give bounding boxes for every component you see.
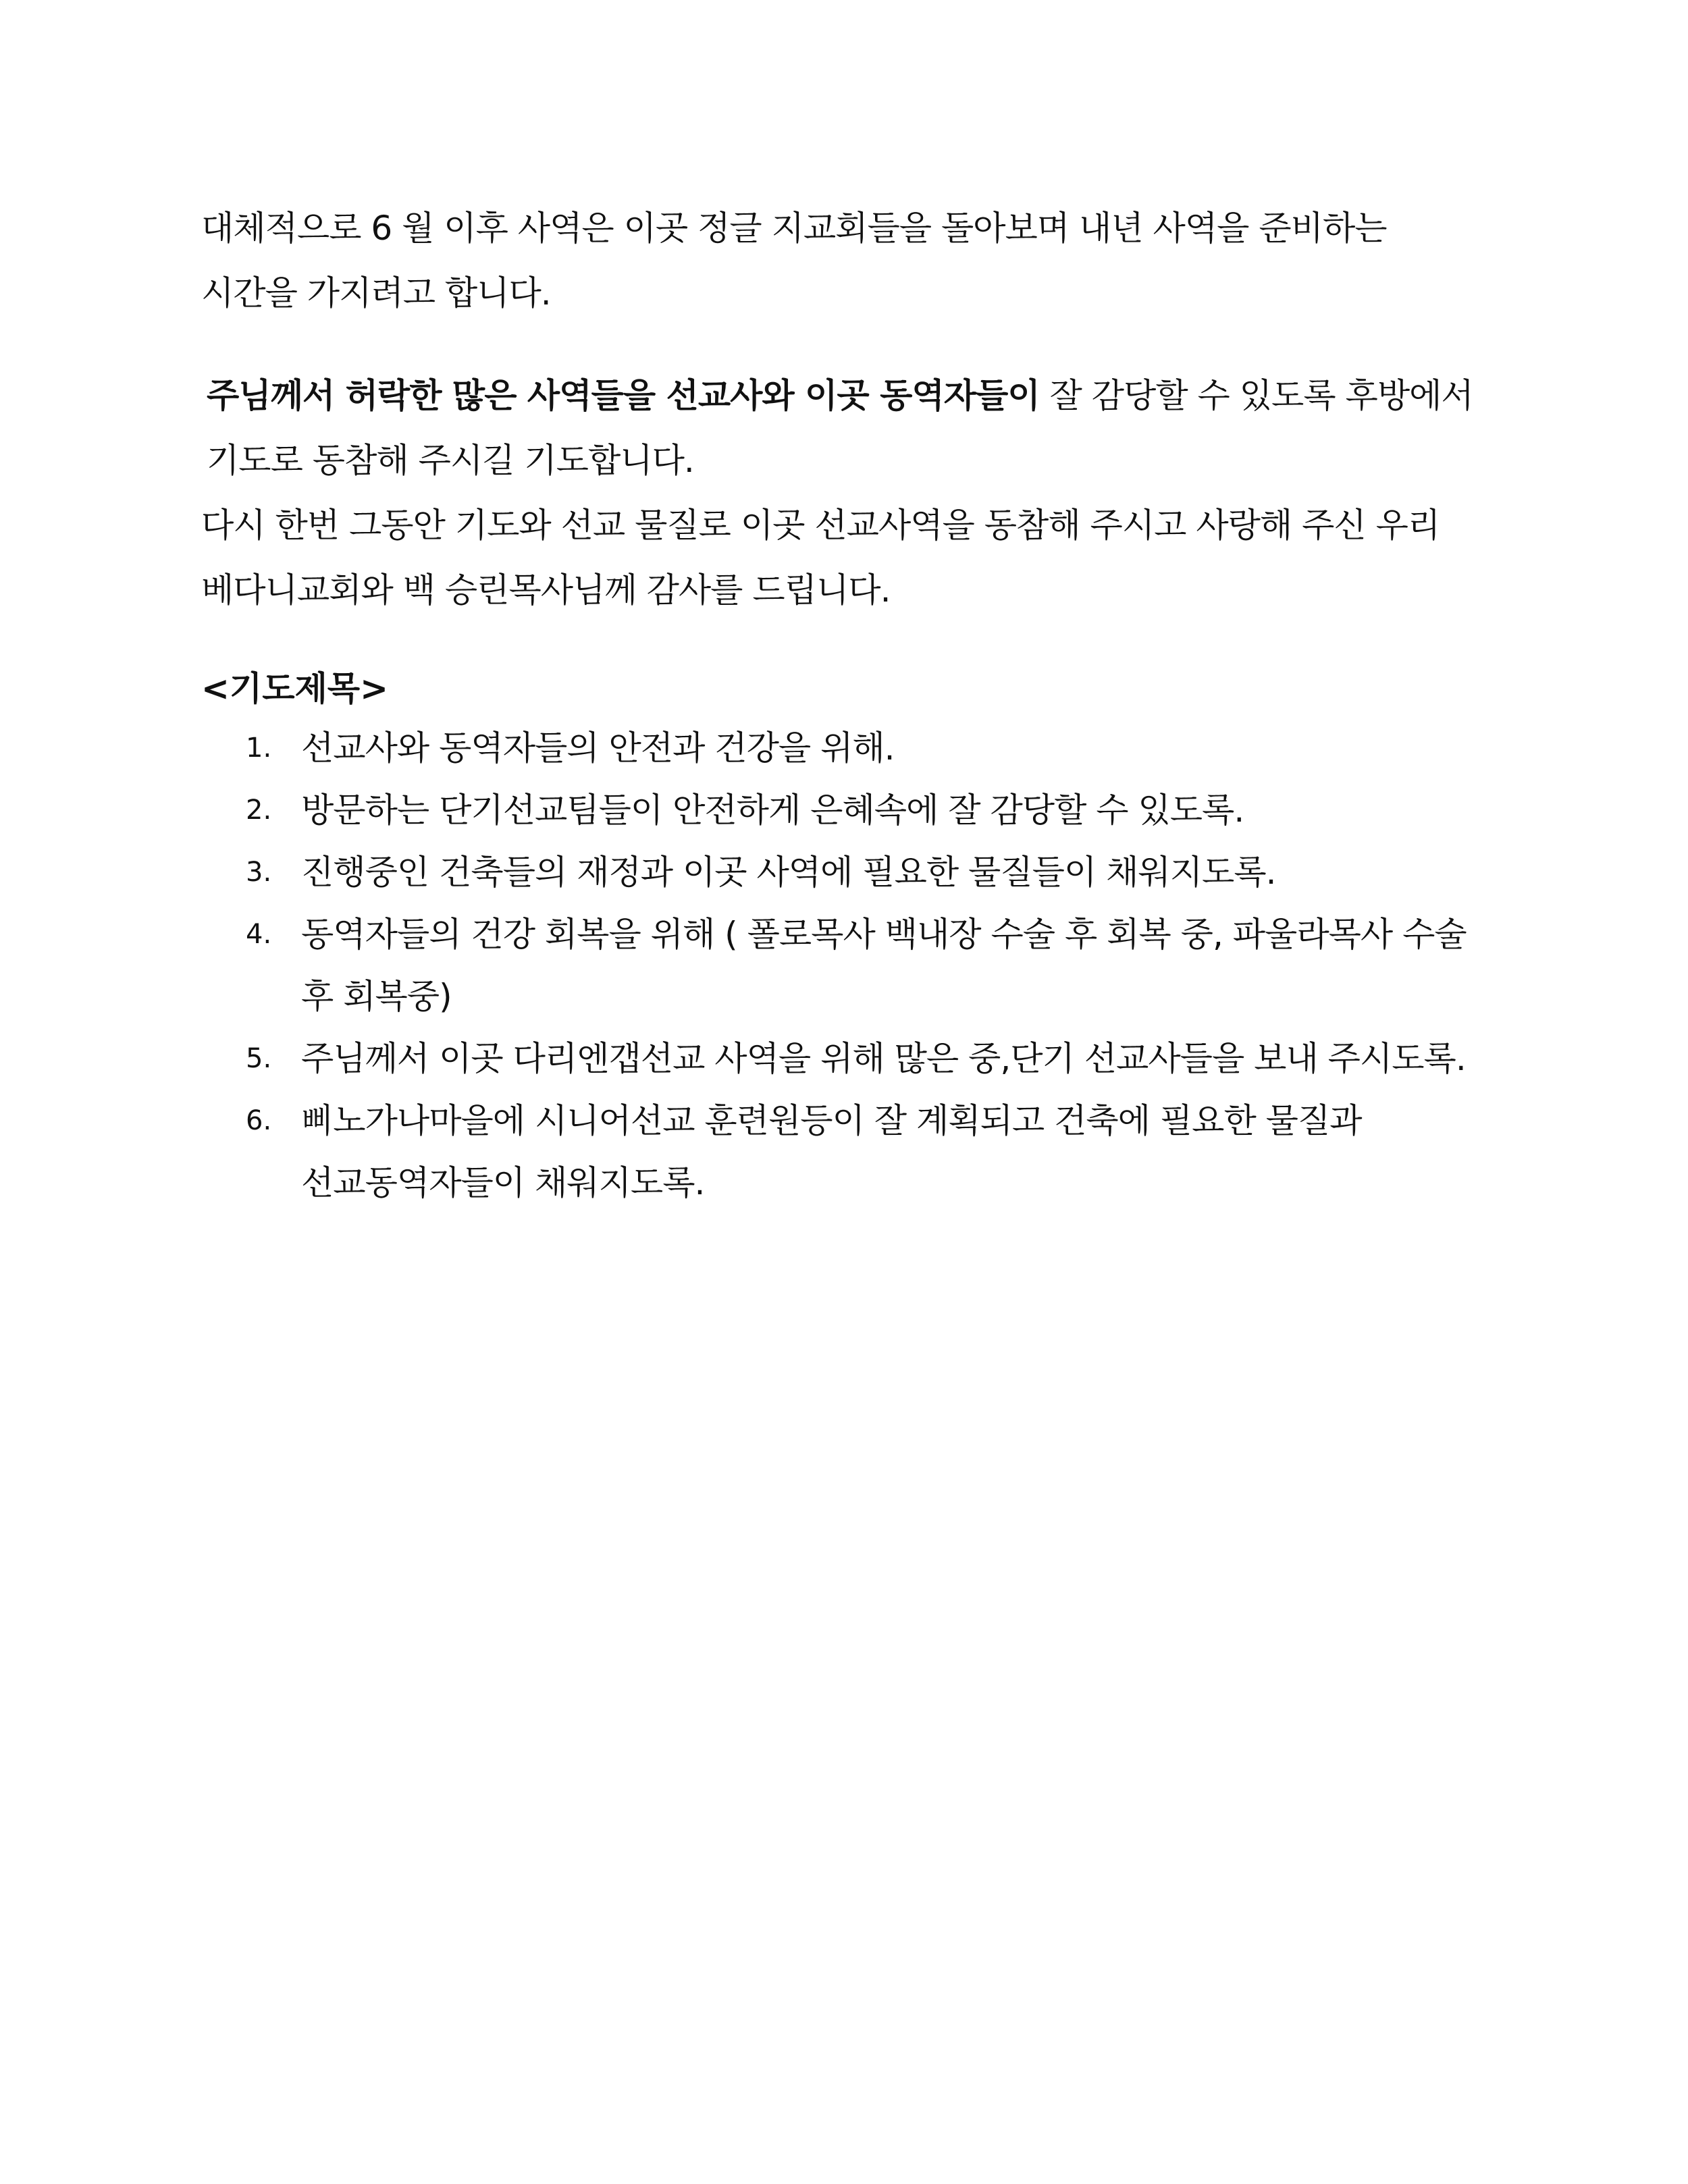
paragraph-line: 대체적으로 6 월 이후 사역은 이곳 정글 지교회들을 돌아보며 내년 사역을 준비하는 <box>201 209 1387 248</box>
regular-text: 잘 감당할 수 있도록 후방에서 <box>1039 376 1473 415</box>
list-item-number: 4. <box>246 919 272 950</box>
list-item-text: 동역자들의 건강 회복을 위해 ( 폴로목사 백내장 수술 후 회복 중, 파울라목사 수술 <box>301 915 1467 954</box>
paragraph-line <box>207 363 1530 428</box>
list-item-number: 5. <box>246 1043 272 1074</box>
bold-text: 주님께서 허락한 많은 사역들을 선교사와 이곳 동역자들이 <box>207 376 1040 415</box>
list-item <box>201 1090 1525 1214</box>
list-item-text: 선교사와 동역자들의 안전과 건강을 위해. <box>301 728 895 768</box>
list-item-text: 삐노가나마을에 시니어선교 훈련원등이 잘 계획되고 건축에 필요한 물질과 <box>301 1101 1362 1140</box>
paragraph-line: 베다니교회와 백 승린목사님께 감사를 드립니다. <box>201 570 891 610</box>
list-item-text: 선교동역자들이 채워지도록. <box>301 1163 705 1202</box>
list-item <box>201 1028 1525 1090</box>
list-item-number: 3. <box>246 857 272 888</box>
list-item-text: 후 회복중) <box>301 977 452 1016</box>
list-item-text: 주님께서 이곳 다리엔갭선교 사역을 위해 많은 중,단기 선교사들을 보내 주시도록. <box>301 1039 1466 1078</box>
list-item <box>201 717 1525 779</box>
paragraph-line: 다시 한번 그동안 기도와 선교 물질로 이곳 선교사역을 동참해 주시고 사랑해 주신 우리 <box>201 506 1440 545</box>
list-item-text: 방문하는 단기선교팀들이 안전하게 은혜속에 잘 감당할 수 있도록. <box>301 791 1244 830</box>
paragraph-line: 기도로 동참해 주시길 기도합니다. <box>207 441 694 480</box>
list-item-number: 1. <box>246 733 272 764</box>
prayer-topics-list <box>201 717 1525 1214</box>
paragraph-thanks <box>201 493 1525 622</box>
list-item-text: 진행중인 건축들의 재정과 이곳 사역에 필요한 물질들이 채워지도록. <box>301 853 1276 892</box>
list-item <box>201 903 1525 1028</box>
list-item-number: 6. <box>246 1105 272 1136</box>
paragraph-prayer-request <box>207 363 1530 493</box>
prayer-topics-heading: <기도제목> <box>201 669 388 708</box>
list-item-number: 2. <box>246 795 272 826</box>
list-item <box>201 841 1525 903</box>
list-item <box>201 779 1525 841</box>
paragraph-line: 시간을 가지려고 합니다. <box>201 273 551 313</box>
paragraph-schedule <box>201 196 1525 325</box>
